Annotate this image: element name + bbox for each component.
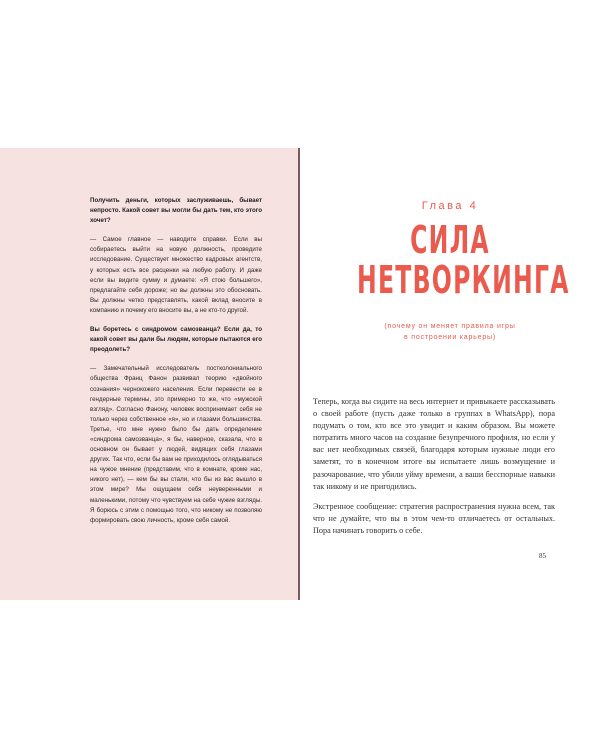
body-text xyxy=(313,396,555,545)
chapter-title-line2: НЕТВОРКИНГА xyxy=(357,258,570,302)
interview-answer: — Замечательный исследователь постколониального общества Франц Фанон развивал теорию «двойного сознания» чернокожего населения. Если перевести ее в гендерные термины, это примерно то же, что «мужской взгляд». Согласно Фанону, человек воспринимает себя не только через собственное «я», но и глазами большинства. Третье, что мне нужно было бы дать определение «синдрома самозванца», я бы, наверное, сказала, что в основном он бывает у людей, видящих себя глазами других. Так что, если бы вам не приходилось оглядываться на чужое мнение (представим, что в комнате, кроме нас, никого нет), — кем бы вы стали, что бы из вас вышло в этом мире? Мы ощущаем себя неуверенными и маленькими, потому что чувствуем на себе чужие взгляды. Я борюсь с этим с помощью того, что никому не позволяю формировать свою личность, кроме себя самой. xyxy=(90,365,262,524)
subtitle-line2: в построении карьеры) xyxy=(404,334,496,341)
interview-text xyxy=(90,196,262,535)
body-paragraph: Экстренное сообщение: стратегия распространения нужна всем, так что не думайте, что вы в этом чем-то отличаетесь от остальных. Пора начинать говорить о себе. xyxy=(313,501,555,535)
chapter-subtitle xyxy=(300,321,600,343)
body-paragraph: Теперь, когда вы сидите на весь интернет и привыкаете рассказывать о своей работе (пусть даже только в группах в WhatsApp), пора подумать о том, кто все это увидит и каким образом. Вы можете потратить много часов на создание безупречного профиля, но если у вас нет необходимых связей, благодаря которым нужные люди его заметят, то в конечном итоге вы испытаете лишь возмущение и разочарование, что убили уйму времени, а ваши бесспорные навыки так никому и не пригодились. xyxy=(313,397,555,491)
chapter-title-line1: СИЛА xyxy=(410,218,490,262)
book-spread xyxy=(0,148,600,600)
left-page xyxy=(0,148,300,600)
subtitle-line1: (почему он меняет правила игры xyxy=(384,323,516,330)
interview-question: Вы боретесь с синдромом самозванца? Если да, то какой совет вы дали бы людям, которые пытаются его преодолеть? xyxy=(90,326,262,354)
chapter-label: Глава 4 xyxy=(421,200,479,212)
right-page xyxy=(300,148,600,600)
interview-question: Получить деньги, которых заслуживаешь, бывает непросто. Какой совет вы могли бы дать тем, кто этого хочет? xyxy=(90,197,262,225)
page-number: 85 xyxy=(539,552,546,560)
interview-answer: — Самое главное — наводите справки. Если вы собираетесь выйти на новую должность, проведите исследование. Существует множество кадровых агентств, у которых есть все расценки на любую работу. И даже если вы видите сумму и думаете: «Я стою большего», предлагайте себя дороже; но вы должны это обосновать. Вы должны четко представлять, какой вклад вносите в компанию и почему его вносите вы, а не кто-то другой. xyxy=(90,236,262,314)
